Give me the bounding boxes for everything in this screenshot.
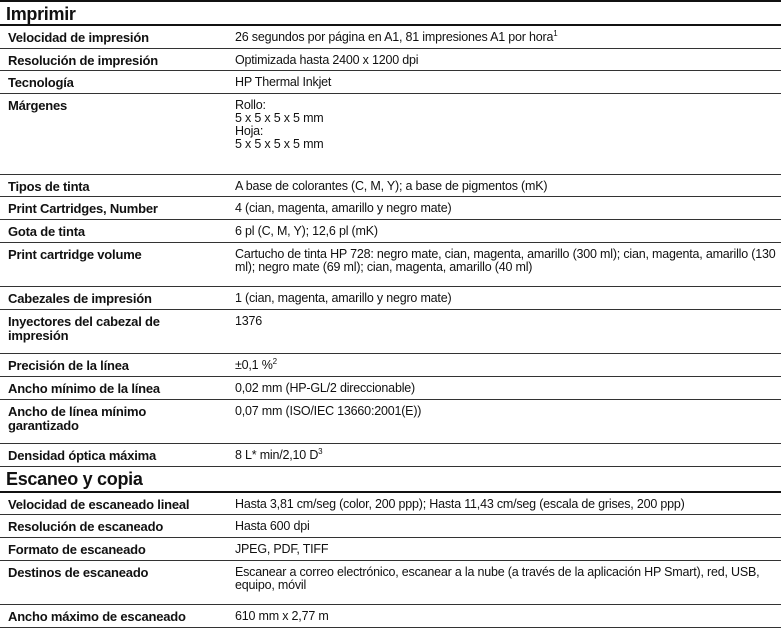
spec-value: 0,07 mm (ISO/IEC 13660:2001(E))	[235, 403, 422, 418]
spec-label: Ancho de línea mínimo garantizado	[8, 403, 147, 433]
value-line: 5 x 5 x 5 x 5 mm	[235, 136, 324, 151]
spec-value: Escanear a correo electrónico, escanear a la nube (a través de la aplicación HP Smart), red, USB, equipo, móvil	[235, 564, 760, 592]
section-header-print: Imprimir	[0, 0, 781, 26]
spec-value: HP Thermal Inkjet	[235, 75, 332, 90]
spec-row	[0, 561, 781, 606]
spec-row	[0, 197, 781, 220]
value-line: Rollo:	[235, 97, 266, 112]
spec-label: Ancho máximo de escaneado	[8, 609, 186, 625]
spec-row	[0, 243, 781, 288]
spec-value: 0,02 mm (HP-GL/2 direccionable)	[235, 380, 415, 395]
spec-value: Hasta 3,81 cm/seg (color, 200 ppp); Hasta 11,43 cm/seg (escala de grises, 200 ppp)	[235, 496, 685, 511]
spec-value: JPEG, PDF, TIFF	[235, 541, 329, 556]
footnote-ref: 1	[553, 28, 558, 38]
spec-row	[0, 444, 781, 467]
spec-row	[0, 515, 781, 538]
spec-row	[0, 220, 781, 243]
spec-row	[0, 71, 781, 94]
spec-label: Tecnología	[8, 75, 74, 91]
spec-row	[0, 605, 781, 628]
spec-row	[0, 538, 781, 561]
spec-label: Inyectores del cabezal de impresión	[8, 313, 160, 343]
spec-row	[0, 94, 781, 175]
spec-label: Destinos de escaneado	[8, 564, 149, 580]
spec-row	[0, 175, 781, 198]
spec-value: 6 pl (C, M, Y); 12,6 pl (mK)	[235, 223, 378, 238]
spec-value: ±0,1 %	[235, 358, 273, 373]
spec-value: 1 (cian, magenta, amarillo y negro mate)	[235, 291, 452, 306]
spec-row	[0, 26, 781, 49]
spec-row	[0, 400, 781, 445]
spec-label: Velocidad de impresión	[8, 30, 149, 45]
spec-label: Velocidad de escaneado lineal	[8, 496, 190, 512]
spec-value: 4 (cian, magenta, amarillo y negro mate)	[235, 201, 452, 216]
spec-row	[0, 493, 781, 516]
spec-row	[0, 287, 781, 310]
spec-value: 26 segundos por página en A1, 81 impresiones A1 por hora	[235, 30, 554, 44]
spec-label: Resolución de impresión	[8, 52, 158, 68]
footnote-ref: 2	[272, 357, 277, 367]
spec-value: Cartucho de tinta HP 728: negro mate, cian, magenta, amarillo (300 ml); cian, magenta, amarillo (130 ml); negro mate (69 ml); cian, magenta, amarillo (40 ml)	[235, 246, 776, 274]
spec-value	[235, 94, 781, 174]
spec-label: Márgenes	[8, 97, 68, 113]
spec-label: Precisión de la línea	[8, 358, 129, 374]
spec-label: Tipos de tinta	[8, 178, 90, 194]
spec-row	[0, 49, 781, 72]
spec-value: Optimizada hasta 2400 x 1200 dpi	[235, 52, 419, 67]
spec-label: Gota de tinta	[8, 223, 85, 239]
spec-label: Cabezales de impresión	[8, 291, 152, 307]
spec-label: Print cartridge volume	[8, 246, 142, 262]
section-header-scan: Escaneo y copia	[0, 467, 781, 493]
spec-label: Formato de escaneado	[8, 541, 146, 557]
spec-row	[0, 377, 781, 400]
spec-value: A base de colorantes (C, M, Y); a base de pigmentos (mK)	[235, 178, 548, 193]
value-line: 5 x 5 x 5 x 5 mm	[235, 110, 324, 125]
spec-label: Resolución de escaneado	[8, 519, 164, 535]
footnote-ref: 3	[318, 446, 323, 456]
value-line: Hoja:	[235, 123, 264, 138]
spec-row	[0, 310, 781, 355]
spec-row	[0, 354, 781, 377]
spec-label: Ancho mínimo de la línea	[8, 380, 160, 396]
spec-label: Densidad óptica máxima	[8, 448, 157, 464]
spec-value: 610 mm x 2,77 m	[235, 609, 329, 624]
spec-value: 1376	[235, 313, 263, 328]
spec-value: 8 L* min/2,10 D	[235, 448, 319, 463]
spec-value: Hasta 600 dpi	[235, 519, 310, 534]
spec-label: Print Cartridges, Number	[8, 201, 158, 217]
